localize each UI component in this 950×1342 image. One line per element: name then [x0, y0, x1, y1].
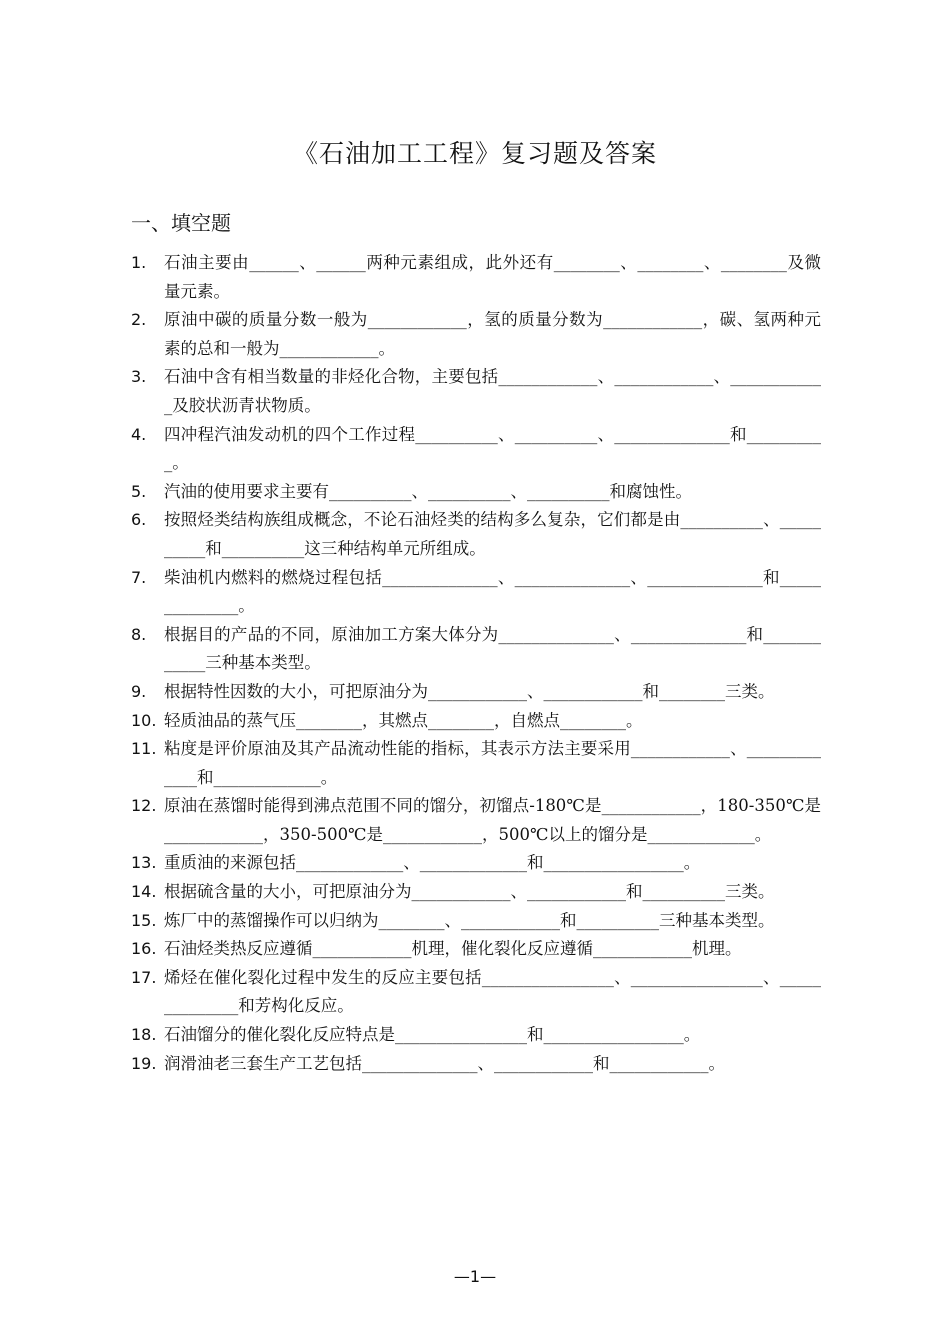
question-text: 石油主要由______、______两种元素组成，此外还有________、________、________及微量元素。	[164, 253, 821, 301]
question-item	[131, 678, 821, 707]
page-title: 《石油加工工程》复习题及答案	[292, 139, 657, 168]
question-item	[131, 935, 821, 964]
question-item	[131, 907, 821, 936]
question-number: 3.	[131, 367, 147, 387]
question-text: 汽油的使用要求主要有__________、__________、__________和腐蚀性。	[164, 481, 692, 501]
question-item	[131, 735, 821, 792]
question-item	[131, 1021, 821, 1050]
question-item	[131, 306, 821, 363]
question-item	[131, 478, 821, 507]
question-number: 2.	[131, 310, 147, 330]
question-text: 粘度是评价原油及其产品流动性能的指标，其表示方法主要采用____________、_____________和_____________。	[164, 739, 821, 787]
question-number: 13.	[131, 853, 157, 873]
question-number: 17.	[131, 967, 157, 987]
question-number: 19.	[131, 1053, 157, 1073]
question-number: 9.	[131, 681, 147, 701]
question-text: 根据目的产品的不同，原油加工方案大体分为______________、______________和____________三种基本类型。	[164, 624, 821, 673]
question-item	[131, 849, 821, 878]
question-number: 7.	[131, 567, 147, 587]
question-item	[131, 964, 821, 1021]
question-item	[131, 792, 821, 849]
question-text: 石油馏分的催化裂化反应特点是________________和_________________。	[164, 1025, 701, 1045]
question-text: 重质油的来源包括_____________、_____________和_________________。	[164, 853, 701, 873]
question-item	[131, 506, 821, 563]
question-number: 4.	[131, 424, 147, 444]
question-text: 按照烃类结构族组成概念，不论石油烃类的结构多么复杂，它们都是由__________、__________和__________这三种结构单元所组成。	[164, 510, 821, 558]
question-number: 8.	[131, 624, 147, 644]
question-number: 1.	[131, 253, 147, 272]
page-number: —1—	[453, 1267, 497, 1286]
question-number: 12.	[131, 796, 157, 816]
question-number: 10.	[131, 710, 157, 730]
question-text: 石油中含有相当数量的非烃化合物，主要包括____________、____________、____________及胶状沥青状物质。	[164, 367, 821, 415]
question-item	[131, 621, 821, 678]
question-text: 四冲程汽油发动机的四个工作过程__________、__________、______________和__________。	[164, 424, 821, 473]
question-item	[131, 421, 821, 478]
question-text: 原油中碳的质量分数一般为____________，氢的质量分数为____________，碳、氢两种元素的总和一般为____________。	[164, 310, 821, 358]
question-item	[131, 249, 821, 306]
question-text: 轻质油品的蒸气压________，其燃点________，自燃点________。	[164, 710, 643, 730]
question-item	[131, 363, 821, 420]
question-text: 根据硫含量的大小，可把原油分为____________、____________和__________三类。	[164, 882, 775, 902]
question-item	[131, 1050, 821, 1079]
question-text: 润滑油老三套生产工艺包括______________、____________和____________。	[164, 1053, 725, 1073]
question-item	[131, 564, 821, 621]
question-number: 14.	[131, 882, 157, 902]
question-text: 石油烃类热反应遵循____________机理，催化裂化反应遵循____________机理。	[164, 939, 742, 959]
question-text: 柴油机内燃料的燃烧过程包括______________、______________、______________和______________。	[164, 567, 821, 616]
question-text: 炼厂中的蒸馏操作可以归纳为________、____________和__________三种基本类型。	[164, 910, 775, 930]
section-heading: 一、填空题	[131, 211, 231, 235]
question-number: 15.	[131, 910, 157, 930]
question-number: 6.	[131, 510, 147, 530]
question-number: 16.	[131, 939, 157, 959]
question-item	[131, 878, 821, 907]
question-text: 原油在蒸馏时能得到沸点范围不同的馏分，初馏点-180℃是____________，180-350℃是____________，350-500℃是____________，500℃以上的馏分是_____________。	[164, 796, 821, 844]
question-list	[131, 249, 821, 1078]
question-number: 5.	[131, 481, 147, 501]
question-number: 11.	[131, 739, 157, 759]
question-text: 烯烃在催化裂化过程中发生的反应主要包括________________、________________、______________和芳构化反应。	[164, 967, 821, 1016]
question-text: 根据特性因数的大小，可把原油分为____________、____________和________三类。	[164, 681, 775, 701]
question-number: 18.	[131, 1025, 157, 1045]
question-item	[131, 707, 821, 736]
